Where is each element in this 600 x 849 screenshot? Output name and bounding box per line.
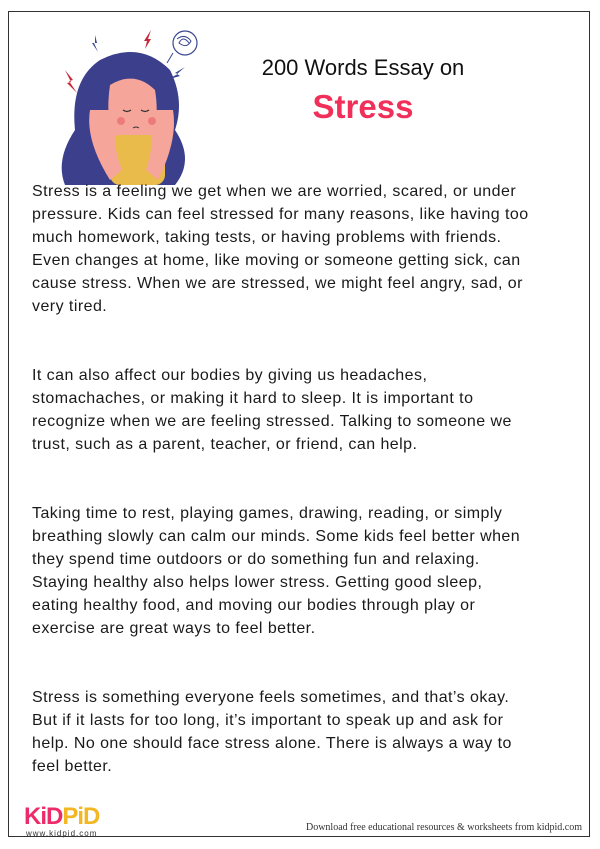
logo-pid: PiD bbox=[62, 803, 100, 830]
essay-line: Stress is a feeling we get when we are worried, scared, or under bbox=[32, 183, 517, 200]
essay-paragraph bbox=[32, 364, 572, 456]
essay-paragraph bbox=[32, 502, 572, 640]
essay-line: recognize when we are feeling stressed. Talking to someone we bbox=[32, 413, 512, 430]
essay-paragraph bbox=[32, 180, 572, 318]
essay-line: breathing slowly can calm our minds. Some kids feel better when bbox=[32, 528, 521, 545]
essay-line: trust, such as a parent, teacher, or friend, can help. bbox=[32, 436, 418, 453]
essay-line: they spend time outdoors or do something fun and relaxing. bbox=[32, 551, 480, 568]
essay-line: It can also affect our bodies by giving us headaches, bbox=[32, 367, 428, 384]
essay-line: stomachaches, or making it hard to sleep. It is important to bbox=[32, 390, 474, 407]
stressed-girl-illustration bbox=[55, 25, 205, 185]
essay-line: much homework, taking tests, or having problems with friends. bbox=[32, 229, 502, 246]
essay-line: exercise are great ways to feel better. bbox=[32, 620, 316, 637]
essay-line: eating healthy food, and moving our bodies through play or bbox=[32, 597, 476, 614]
kidpid-logo bbox=[24, 803, 99, 831]
essay-line: help. No one should face stress alone. There is always a way to bbox=[32, 735, 512, 752]
essay-line: Staying healthy also helps lower stress. Getting good sleep, bbox=[32, 574, 483, 591]
essay-line: But if it lasts for too long, it’s important to speak up and ask for bbox=[32, 712, 504, 729]
essay-line: Taking time to rest, playing games, drawing, reading, or simply bbox=[32, 505, 503, 522]
essay-subtitle: 200 Words Essay on bbox=[261, 55, 465, 80]
essay-body bbox=[32, 180, 572, 824]
essay-line: very tired. bbox=[32, 298, 108, 315]
essay-line: feel better. bbox=[32, 758, 113, 775]
footer-credit: Download free educational resources & worksheets from kidpid.com bbox=[305, 822, 582, 833]
essay-line: Stress is something everyone feels sometimes, and that’s okay. bbox=[32, 689, 510, 706]
essay-line: pressure. Kids can feel stressed for many reasons, like having too bbox=[32, 206, 529, 223]
essay-line: Even changes at home, like moving or someone getting sick, can bbox=[32, 252, 521, 269]
logo-kid: KiD bbox=[24, 803, 63, 830]
website-url: www.kidpid.com bbox=[26, 829, 98, 838]
essay-line: cause stress. When we are stressed, we might feel angry, sad, or bbox=[32, 275, 523, 292]
essay-title: Stress bbox=[312, 88, 414, 125]
essay-paragraph bbox=[32, 686, 572, 778]
